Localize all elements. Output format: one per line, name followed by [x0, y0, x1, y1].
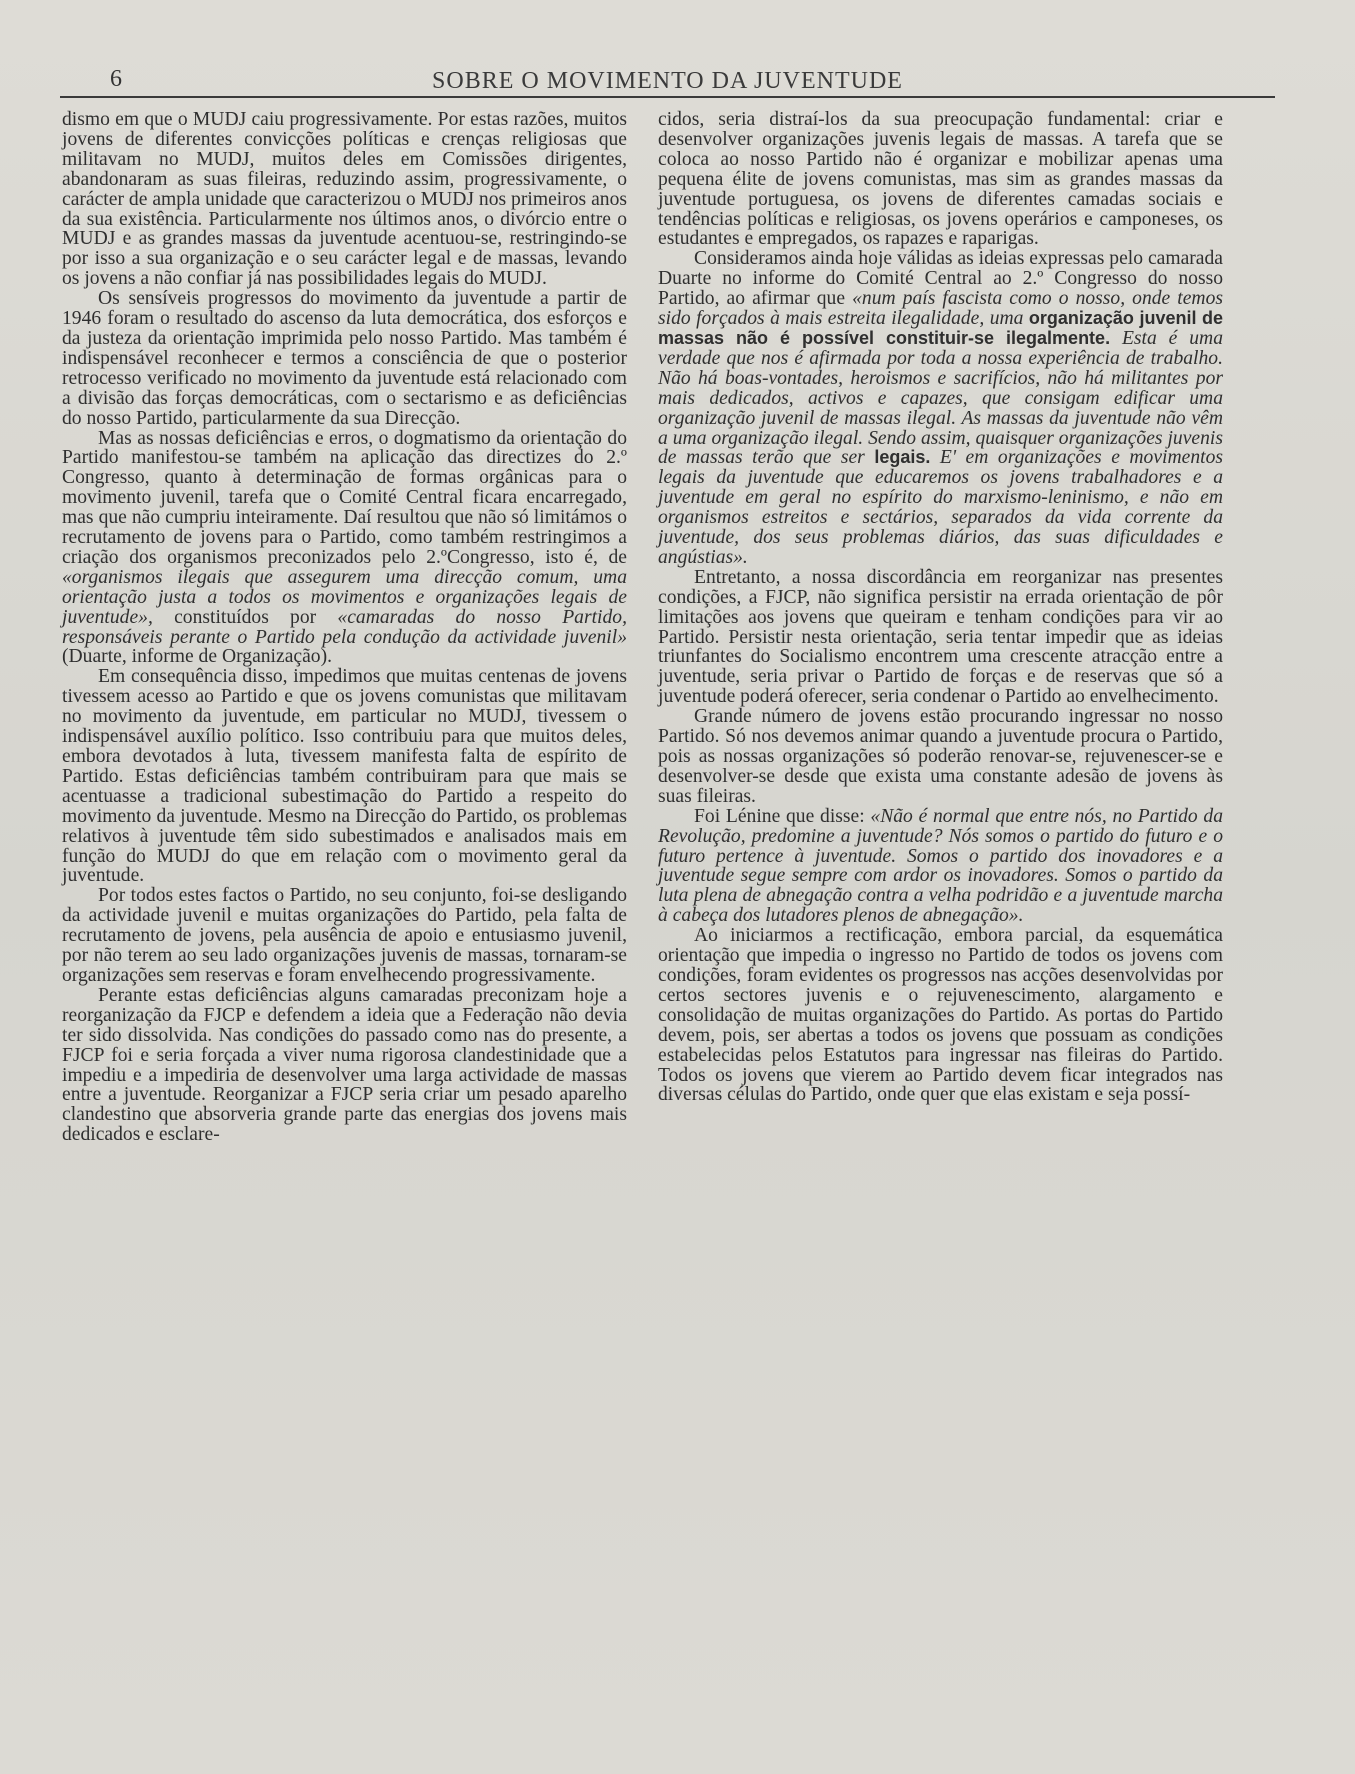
text-segment: constituídos por — [152, 606, 338, 628]
paragraph: Em consequência disso, impedimos que muitas centenas de jovens tivessem acesso ao Partido e que os jovens comunistas que militavam no movimento da juventude, em particular no MUDJ, tivessem o indispensável auxílio político. Isso contribuiu para que muitos deles, embora devotados à luta, tivessem manifesta falta de espírito de Partido. Estas deficiências também contribuiram para que mais se acentuasse a tradicional subestimação do Partido a respeito do movimento da juventude. Mesmo na Direcção do Partido, os problemas relativos à juventude têm sido subestimados e analisados mais em função do MUDJ do que em relação com o movimento geral da juventude. — [62, 666, 627, 887]
paragraph: Perante estas deficiências alguns camaradas preconizam hoje a reorganização da FJCP e defendem a ideia que a Federação não devia ter sido dissolvida. Nas condições do passado como nas do presente, a FJCP foi e seria forçada a viver numa rigorosa clandestinidade que a impediu e a impediria de desenvolver uma larga actividade de massas entre a juventude. Reorganizar a FJCP seria criar um pesado aparelho clandestino que absorveria grande parte das energias dos jovens mais dedicados e esclare- — [62, 984, 627, 1146]
paragraph — [62, 429, 627, 668]
emphasized-statement: organização juvenil de massas não é possível constituir-se ilegalmente. — [658, 308, 1223, 348]
paragraph: Ao iniciarmos a rectificação, embora parcial, da esquemática orientação que impedia o ingresso no Partido de todos os jovens com condições, foram evidentes os progressos nas acções desenvolvidas por certos sectores juvenis e o rejuvenescimento, alargamento e consolidação de muitas organizações do Partido. As portas do Partido devem, pois, ser abertas a todos os jovens que possuam as condições estabelecidas pelos Estatutos para ingressar nas fileiras do Partido. Todos os jovens que vierem ao Partido devem ficar integrados nas diversas células do Partido, onde quer que elas existam e seja possí- — [658, 925, 1223, 1106]
running-title: SOBRE O MOVIMENTO DA JUVENTUDE — [432, 68, 903, 94]
text-segment: Consideramos ainda hoje válidas as ideias expressas pelo camarada Duarte no informe do Comité Central ao 2.º Congresso do nosso Partido, ao afirmar que — [658, 248, 1223, 310]
text-segment: Mas as nossas deficiências e erros, o dogmatismo da orientação do Partido manifestou-se também na aplicação das directizes do 2.º Congresso, quanto à determinação de formas orgânicas para o movimento juvenil, tarefa que o Comité Central ficara encarregado, mas que não cumpriu inteiramente. Daí resultou que não só limitámos o recrutamento de jovens para o Partido, como também restringimos a criação dos organismos preconizados pelo 2.ºCongresso, isto é, de — [62, 427, 627, 568]
quotation: «Não é normal que entre nós, no Partido da Revolução, predomine a juventude? Nós somos o partido do futuro e o futuro pertence à juventude. Somos o partido dos inovadores e a juventude segue sempre com ardor os inovadores. Somos o partido da luta plena de abnegação contra a velha podridão e a juventude marcha à cabeça dos lutadores plenos de abnegação». — [658, 805, 1223, 927]
paragraph — [658, 249, 1223, 568]
text-segment: Foi Lénine que disse: — [694, 805, 871, 827]
page-header — [60, 64, 1275, 98]
quotation: E' em organizações e movimentos legais da juventude que educaremos os jovens trabalhadores e a juventude em geral no espírito do marxismo-leninismo, e não em organismos estreitos e sectários, separados da vida corrente da juventude, dos seus problemas diários, das suas dificuldades e angústias». — [658, 447, 1224, 568]
paragraph: Os sensíveis progressos do movimento da juventude a partir de 1946 foram o resultado do ascenso da luta democrática, dos esforços e da justeza da orientação imprimida pelo nosso Partido. Mas também é indispensável reconhecer e termos a consciência de que o posterior retrocesso verificado no movimento da juventude está relacionado com a divisão das forças democráticas, com o sectarismo e as deficiências do nosso Partido, particularmente da sua Direcção. — [62, 288, 627, 429]
quotation: «organismos ilegais que assegurem uma direcção comum, uma orientação justa a todos os movimentos e organizações legais de juventude», — [62, 566, 627, 628]
left-column — [62, 110, 627, 1145]
page-number: 6 — [110, 66, 122, 92]
emphasized-word: legais. — [874, 447, 931, 468]
paragraph: Por todos estes factos o Partido, no seu conjunto, foi-se desligando da actividade juvenil e muitas organizações do Partido, pela falta de recrutamento de jovens, pela ausência de apoio e entusiasmo juvenil, por não terem ao seu lado organizações juvenis de massas, tornaram-se organizações sem reservas e foram envelhecendo progressivamente. — [62, 885, 627, 986]
paragraph: dismo em que o MUDJ caiu progressivamente. Por estas razões, muitos jovens de diferentes convicções políticas e crenças religiosas que militavam no MUDJ, muitos deles em Comissões dirigentes, abandonaram as suas fileiras, reduzindo assim, progressivamente, o carácter de ampla unidade que caracterizou o MUDJ nos primeiros anos da sua existência. Particularmente nos últimos anos, o divórcio entre o MUDJ e as grandes massas da juventude acentuou-se, restringindo-se por isso a sua organização e o seu carácter legal e de massas, levando os jovens a não confiar já nas possibilidades legais do MUDJ. — [62, 109, 627, 290]
quotation: «camaradas do nosso Partido, responsáveis perante o Partido pela condução da actividade juvenil» — [62, 606, 627, 648]
paragraph: Entretanto, a nossa discordância em reorganizar nas presentes condições, a FJCP, não significa persistir na errada orientação de pôr limitações aos jovens que queiram e tenham condições para vir ao Partido. Persistir nesta orientação, seria tentar impedir que as ideias triunfantes do Socialismo encontrem uma crescente atracção entre a juventude, seria privar o Partido de forças e de reservas que só a juventude poderá oferecer, seria condenar o Partido ao envelhecimento. — [658, 566, 1223, 708]
quotation: Esta é uma verdade que nos é afirmada por toda a nossa experiência de trabalho. Não há boas-vontades, heroismos e sacrifícios, não há militantes por mais dedicados, activos e capazes, que consigam edificar uma organização juvenil de massas ilegal. As massas da juventude não vêm a uma organização ilegal. Sendo assim, quaisquer organizações juvenis de massas terão que ser — [658, 327, 1223, 469]
paragraph: cidos, seria distraí-los da sua preocupação fundamental: criar e desenvolver organizações juvenis legais de massas. A tarefa que se coloca ao nosso Partido não é organizar e mobilizar apenas uma pequena élite de jovens comunistas, mas sim as grandes massas da juventude portuguesa, os jovens de diferentes camadas sociais e tendências políticas e religiosas, os jovens operários e camponeses, os estudantes e empregados, os rapazes e raparigas. — [658, 109, 1223, 250]
right-column — [658, 110, 1223, 1105]
quotation: «num país fascista como o nosso, onde temos sido forçados à mais estreita ilegalidade, uma — [658, 288, 1223, 330]
paragraph — [658, 807, 1223, 926]
citation: (Duarte, informe de Organização). — [62, 646, 333, 668]
paragraph: Grande número de jovens estão procurando ingressar no nosso Partido. Só nos devemos animar quando a juventude procura o Partido, pois as nossas organizações só poderão renovar-se, rejuvenescer-se e desenvolver-se desde que exista uma constante adesão de jovens às suas fileiras. — [658, 706, 1223, 807]
